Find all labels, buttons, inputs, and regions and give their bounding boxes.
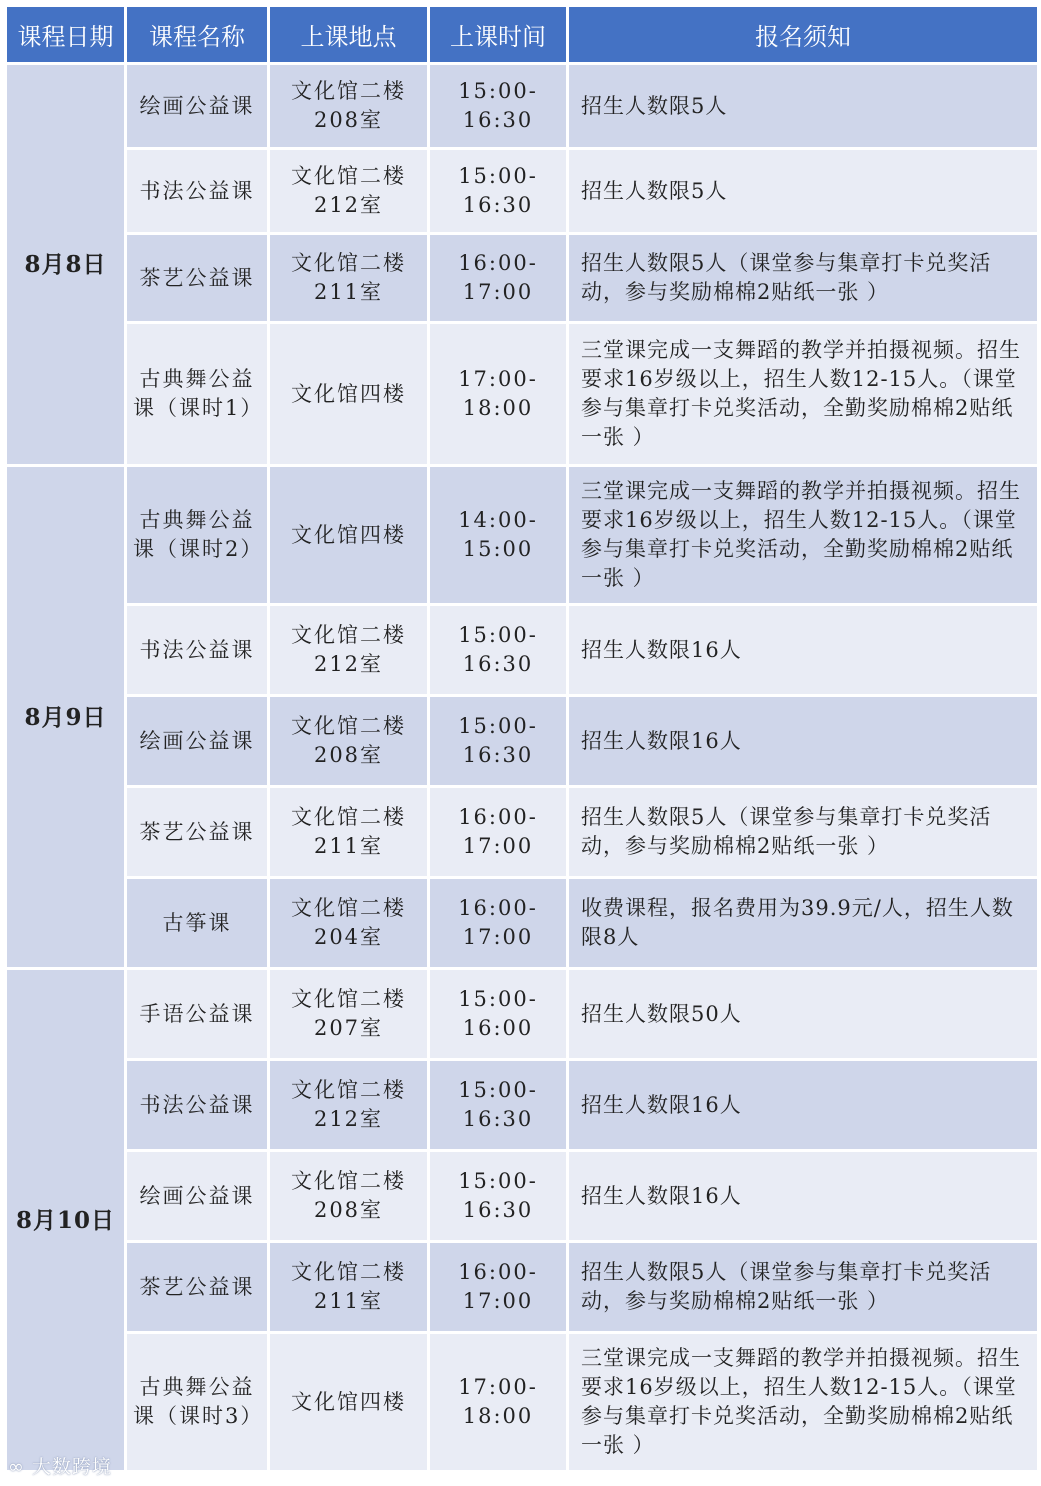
location-cell: 文化馆二楼211室 — [270, 235, 427, 321]
table-row — [7, 879, 1037, 967]
time-cell: 15:00-16:30 — [430, 65, 566, 147]
time-cell: 17:00-18:00 — [430, 324, 566, 464]
table-row — [7, 1152, 1037, 1240]
time-cell: 15:00-16:30 — [430, 1152, 566, 1240]
table-row — [7, 150, 1037, 232]
watermark-text: 大数跨境 — [31, 1456, 112, 1478]
notes-cell: 三堂课完成一支舞蹈的教学并拍摄视频。招生要求16岁级以上，招生人数12-15人。（课堂参与集章打卡兑奖活动，全勤奖励棉棉2贴纸一张 ） — [569, 467, 1037, 603]
header-row — [7, 7, 1037, 62]
location-cell: 文化馆二楼212室 — [270, 606, 427, 694]
date-cell: 8月9日 — [7, 467, 124, 967]
course-cell: 茶艺公益课 — [127, 788, 267, 876]
course-schedule-table — [4, 4, 1040, 1473]
location-cell: 文化馆四楼 — [270, 467, 427, 603]
notes-cell: 招生人数限50人 — [569, 970, 1037, 1058]
table-row — [7, 324, 1037, 464]
table-row — [7, 467, 1037, 603]
time-cell: 15:00-16:30 — [430, 1061, 566, 1149]
notes-cell: 招生人数限16人 — [569, 606, 1037, 694]
table-row — [7, 788, 1037, 876]
course-cell: 古典舞公益课（课时1） — [127, 324, 267, 464]
course-cell: 茶艺公益课 — [127, 235, 267, 321]
table-row — [7, 1061, 1037, 1149]
notes-cell: 招生人数限5人（课堂参与集章打卡兑奖活动，参与奖励棉棉2贴纸一张 ） — [569, 788, 1037, 876]
location-cell: 文化馆二楼211室 — [270, 788, 427, 876]
date-cell: 8月10日 — [7, 970, 124, 1470]
course-cell: 手语公益课 — [127, 970, 267, 1058]
time-cell: 15:00-16:30 — [430, 697, 566, 785]
header-date: 课程日期 — [7, 7, 124, 62]
course-cell: 古典舞公益课（课时3） — [127, 1334, 267, 1470]
table-row — [7, 606, 1037, 694]
header-course: 课程名称 — [127, 7, 267, 62]
watermark — [8, 1452, 112, 1479]
table-row — [7, 1243, 1037, 1331]
location-cell: 文化馆二楼208室 — [270, 697, 427, 785]
course-cell: 书法公益课 — [127, 1061, 267, 1149]
table-row — [7, 697, 1037, 785]
table-row — [7, 235, 1037, 321]
date-cell: 8月8日 — [7, 65, 124, 464]
location-cell: 文化馆二楼208室 — [270, 65, 427, 147]
time-cell: 16:00-17:00 — [430, 879, 566, 967]
time-cell: 15:00-16:30 — [430, 606, 566, 694]
table-row — [7, 970, 1037, 1058]
location-cell: 文化馆二楼208室 — [270, 1152, 427, 1240]
notes-cell: 三堂课完成一支舞蹈的教学并拍摄视频。招生要求16岁级以上，招生人数12-15人。（课堂参与集章打卡兑奖活动，全勤奖励棉棉2贴纸一张 ） — [569, 324, 1037, 464]
watermark-logo-icon: ∞ — [8, 1456, 25, 1478]
time-cell: 17:00-18:00 — [430, 1334, 566, 1470]
header-notes: 报名须知 — [569, 7, 1037, 62]
course-cell: 书法公益课 — [127, 606, 267, 694]
notes-cell: 招生人数限5人（课堂参与集章打卡兑奖活动，参与奖励棉棉2贴纸一张 ） — [569, 235, 1037, 321]
course-cell: 书法公益课 — [127, 150, 267, 232]
time-cell: 15:00-16:30 — [430, 150, 566, 232]
course-cell: 古筝课 — [127, 879, 267, 967]
notes-cell: 收费课程，报名费用为39.9元/人，招生人数限8人 — [569, 879, 1037, 967]
time-cell: 14:00-15:00 — [430, 467, 566, 603]
course-cell: 绘画公益课 — [127, 1152, 267, 1240]
location-cell: 文化馆二楼212室 — [270, 1061, 427, 1149]
notes-cell: 招生人数限16人 — [569, 697, 1037, 785]
notes-cell: 招生人数限5人 — [569, 150, 1037, 232]
time-cell: 16:00-17:00 — [430, 1243, 566, 1331]
header-time: 上课时间 — [430, 7, 566, 62]
course-cell: 古典舞公益课（课时2） — [127, 467, 267, 603]
location-cell: 文化馆四楼 — [270, 324, 427, 464]
location-cell: 文化馆四楼 — [270, 1334, 427, 1470]
table-row — [7, 65, 1037, 147]
header-location: 上课地点 — [270, 7, 427, 62]
location-cell: 文化馆二楼207室 — [270, 970, 427, 1058]
time-cell: 15:00-16:00 — [430, 970, 566, 1058]
notes-cell: 三堂课完成一支舞蹈的教学并拍摄视频。招生要求16岁级以上，招生人数12-15人。（课堂参与集章打卡兑奖活动，全勤奖励棉棉2贴纸一张 ） — [569, 1334, 1037, 1470]
course-cell: 绘画公益课 — [127, 697, 267, 785]
location-cell: 文化馆二楼212室 — [270, 150, 427, 232]
course-cell: 绘画公益课 — [127, 65, 267, 147]
location-cell: 文化馆二楼204室 — [270, 879, 427, 967]
notes-cell: 招生人数限16人 — [569, 1152, 1037, 1240]
table-row — [7, 1334, 1037, 1470]
time-cell: 16:00-17:00 — [430, 235, 566, 321]
location-cell: 文化馆二楼211室 — [270, 1243, 427, 1331]
notes-cell: 招生人数限5人（课堂参与集章打卡兑奖活动，参与奖励棉棉2贴纸一张 ） — [569, 1243, 1037, 1331]
course-cell: 茶艺公益课 — [127, 1243, 267, 1331]
notes-cell: 招生人数限16人 — [569, 1061, 1037, 1149]
time-cell: 16:00-17:00 — [430, 788, 566, 876]
notes-cell: 招生人数限5人 — [569, 65, 1037, 147]
